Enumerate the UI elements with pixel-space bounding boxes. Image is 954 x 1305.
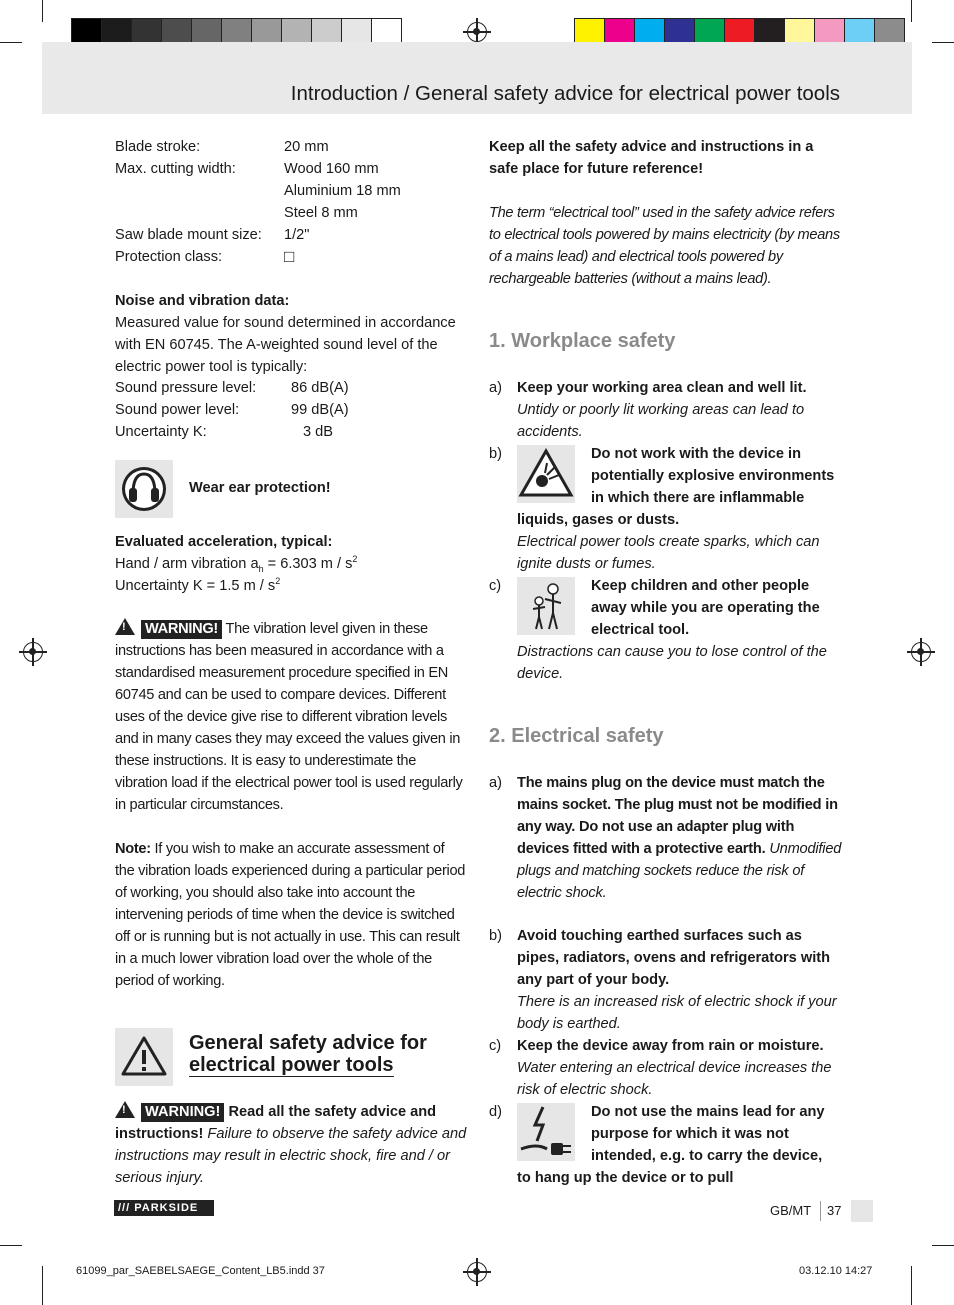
- note-label: Note:: [115, 841, 151, 857]
- ear-protection-icon: [115, 460, 173, 518]
- page-header: [42, 42, 912, 114]
- uncertainty-line: Uncertainty K = 1.5 m / $s^2$: [115, 576, 281, 594]
- print-date: 03.12.10 14:27: [799, 1265, 873, 1277]
- electrical-item-d: Do not use the mains lead for any purpose for which it was not intended, e.g. to carry the device, to hang up the device or to pull: [517, 1104, 825, 1186]
- registration-mark-icon: [467, 22, 487, 42]
- crop-mark: [42, 1266, 43, 1305]
- electrical-item-a: The mains plug on the device must match the mains socket. The plug must not be modified in any way. Do not use an adapter plug with devices fitted with a protective earth. Unmodified plugs and matching sockets reduce the risk of electric shock.: [517, 775, 842, 901]
- warning-sign-icon: [115, 1028, 173, 1086]
- crop-mark: [911, 1266, 912, 1305]
- workplace-item-c-detail: Distractions can cause you to lose control of the device.: [517, 644, 827, 682]
- crop-mark: [0, 1245, 22, 1246]
- registration-mark-icon: [911, 642, 931, 662]
- language-code: GB/MT: [770, 1203, 812, 1218]
- spec-label: Max. cutting width:: [115, 161, 236, 177]
- note-section: [115, 838, 467, 992]
- item-label: a): [489, 380, 502, 396]
- keep-advice-text: Keep all the safety advice and instructions in a safe place for future reference!: [489, 139, 814, 177]
- spec-label: Blade stroke:: [115, 139, 201, 155]
- warning-text: The vibration level given in these instructions has been measured in accordance with a standardised measurement procedure specified in EN 60745 and can be used to compare devices. Different uses of the device give rise to different vibration levels and in many cases they may exceed the values given in these instructions. It is easy to underestimate the vibration load if the electrical power tool is used regularly in particular circumstances.: [115, 621, 463, 813]
- noise-intro: Measured value for sound determined in accordance with EN 60745. The A-weighted sound level of the electric power tool is typically:: [115, 315, 456, 375]
- workplace-item-b: Do not work with the device in potentially explosive environments in which there are inflammable liquids, gases or dusts.: [517, 446, 835, 528]
- noise-heading: Noise and vibration data:: [115, 293, 290, 309]
- warning-read-all: !WARNING! Read all the safety advice and instructions! Failure to observe the safety advice and instructions may result in electric shock, fire and / or serious injury.: [115, 1101, 467, 1189]
- warning-vibration: [115, 618, 467, 816]
- spec-value: Steel 8 mm: [284, 205, 358, 221]
- section-heading-workplace: 1. Workplace safety: [489, 330, 676, 352]
- noise-section: [115, 290, 465, 378]
- spec-label: Protection class:: [115, 249, 223, 265]
- crop-mark: [932, 42, 954, 43]
- brand-logo: /// PARKSIDE: [114, 1200, 214, 1216]
- acceleration-heading: Evaluated acceleration, typical:: [115, 534, 333, 550]
- registration-mark-icon: [23, 642, 43, 662]
- workplace-item-a: Keep your working area clean and well lit. Untidy or poorly lit working areas can lead to accidents.: [517, 380, 807, 440]
- item-label: b): [489, 446, 502, 462]
- term-definition: The term “electrical tool” used in the safety advice refers to electrical tools powered by mains electricity (by means of a mains lead) and electrical tools powered by rechargeable batteries (without a mains lead).: [489, 205, 840, 287]
- general-safety-heading: General safety advice for electrical power tools: [189, 1032, 427, 1076]
- item-label: c): [489, 1038, 502, 1054]
- noise-label: Sound pressure level:: [115, 380, 257, 396]
- spec-label: Saw blade mount size:: [115, 227, 262, 243]
- workplace-item-b-detail: Electrical power tools create sparks, which can ignite dusts or fumes.: [517, 534, 820, 572]
- footer-divider: [820, 1201, 821, 1221]
- page-number: 37: [827, 1203, 842, 1218]
- electrical-item-c: Keep the device away from rain or moisture. Water entering an electrical device increases the risk of electric shock.: [517, 1038, 832, 1098]
- ear-protection-text: Wear ear protection!: [189, 480, 331, 496]
- item-label: b): [489, 928, 502, 944]
- noise-value: 86 dB(A): [291, 380, 349, 396]
- electrical-item-b: Avoid touching earthed surfaces such as pipes, radiators, ovens and refrigerators with any part of your body. There is an increased risk of electric shock if your body is earthed.: [517, 928, 837, 1032]
- spec-value: Wood 160 mm: [284, 161, 379, 177]
- noise-label: Sound power level:: [115, 402, 240, 418]
- page-tab: [851, 1200, 873, 1222]
- crop-mark: [932, 1245, 954, 1246]
- spec-value: 1/2": [284, 227, 310, 243]
- noise-label: Uncertainty K:: [115, 424, 207, 440]
- workplace-item-c: Keep children and other people away while you are operating the electrical tool.: [591, 578, 820, 638]
- acceleration-section: [115, 531, 465, 597]
- warning-triangle-icon: [115, 1101, 135, 1118]
- spec-value: 20 mm: [284, 139, 329, 155]
- page-title: Introduction / General safety advice for electrical power tools: [290, 82, 840, 105]
- registration-mark-icon: [467, 1262, 487, 1282]
- crop-mark: [42, 0, 43, 22]
- protection-class-icon: □: [284, 247, 295, 266]
- noise-value: 3 dB: [303, 424, 334, 440]
- note-text: If you wish to make an accurate assessment of the vibration loads experienced during a particular period of working, you should also take into account the intervening periods of time when the device is switched off or is running but is not actually in use. This can result in a much lower vibration load over the whole of the period of working.: [115, 841, 466, 989]
- spec-value: Aluminium 18 mm: [284, 183, 401, 199]
- acceleration-line: Hand / arm vibration $a_h = 6.303$ m / $s^2$: [115, 554, 358, 574]
- warning-triangle-icon: [115, 618, 135, 635]
- warning-badge: WARNING!: [141, 620, 222, 639]
- warning-badge: WARNING!: [141, 1103, 224, 1122]
- file-name: 61099_par_SAEBELSAEGE_Content_LB5.indd 37: [76, 1265, 325, 1277]
- item-label: d): [489, 1104, 502, 1120]
- noise-value: 99 dB(A): [291, 402, 349, 418]
- section-heading-electrical: 2. Electrical safety: [489, 725, 664, 747]
- crop-mark: [0, 42, 22, 43]
- item-label: a): [489, 775, 502, 791]
- crop-mark: [911, 0, 912, 22]
- item-label: c): [489, 578, 502, 594]
